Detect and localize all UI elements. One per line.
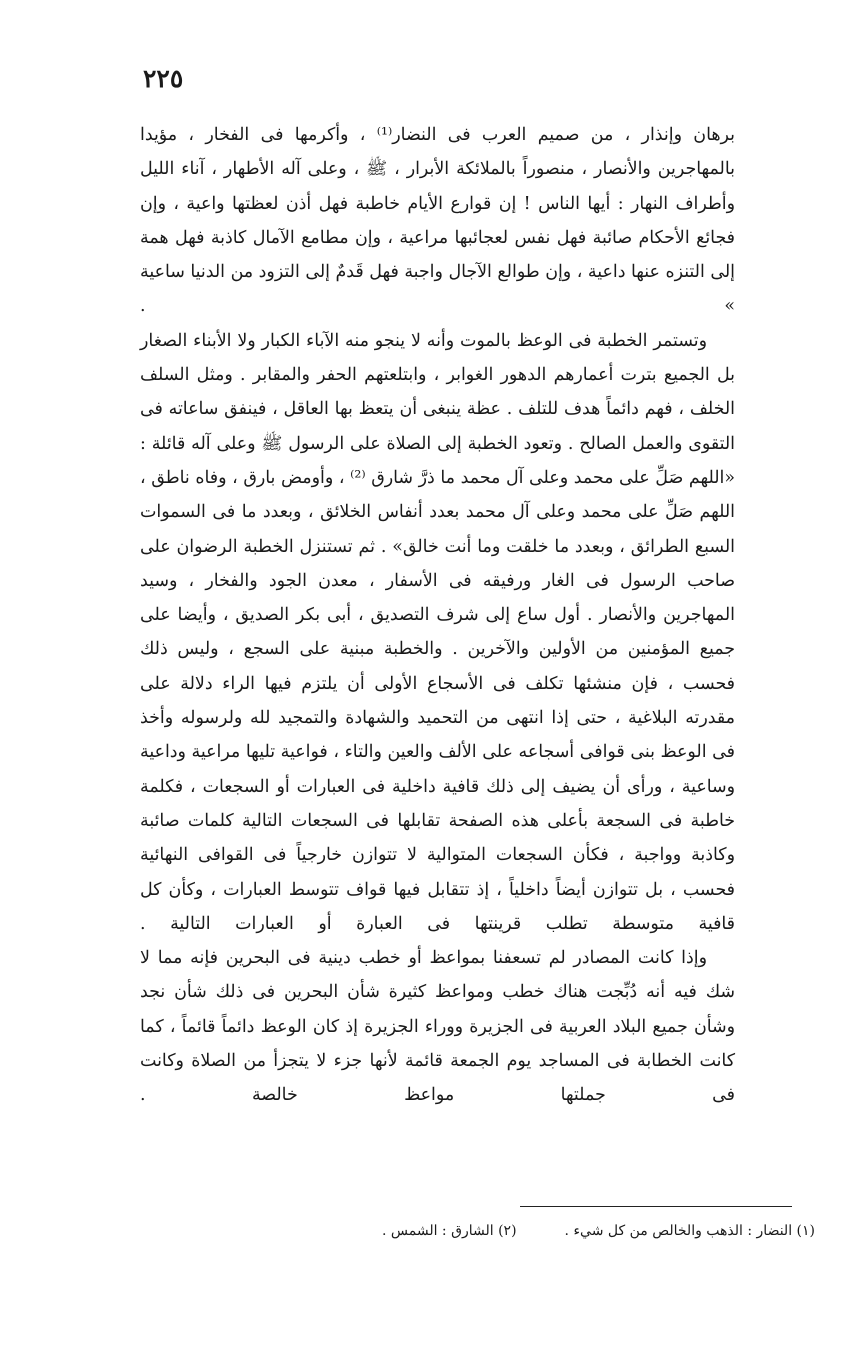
footnotes [290,1220,815,1242]
paragraph-3: وإذا كانت المصادر لم تسعفنا بمواعظ أو خطب دينية فى البحرين فإنه مما لا شك فيه أنه دُبِّجت هناك خطب ومواعظ كثيرة شأن البحرين فى ذلك شأن نجد وشأن جميع البلاد العربية فى الجزيرة ووراء الجزيرة إذ كان الوعظ دائماً قائماً ، كما كانت الخطابة فى المساجد يوم الجمعة قائمة لأنها جزء لا يتجزأ من الصلاة وكانت فى جملتها مواعظ خالصة . [140,948,735,1106]
footnote-2: (٢) الشارق : الشمس . [381,1223,517,1239]
paragraph-1: برهان وإنذار ، من صميم العرب فى النضار⁽¹⁾ ، وأكرمها فى الفخار ، مؤيدا بالمهاجرين والأنصار ، منصوراً بالملائكة الأبرار ، ﷺ ، وعلى آله الأطهار ، آناء الليل وأطراف النهار : أيها الناس ! إن قوارع الأيام خاطبة فهل أذن لعظتها واعية ، وإن فجائع الأحكام صائبة فهل نفس لعجائبها مراعية ، وإن مطامع الآمال كاذبة فهل همة إلى التنزه عنها داعية ، وإن طوالع الآجال واجبة فهل قَدمٌ إلى التزود من الدنيا ساعية » . [140,125,735,317]
main-text [140,118,735,1113]
page-number: ٢٢٥ [143,64,184,93]
paragraph-2: وتستمر الخطبة فى الوعظ بالموت وأنه لا ينجو منه الآباء الكبار ولا الأبناء الصغار بل الجميع بترت أعمارهم الدهور الغوابر ، وابتلعتهم الحفر والمقابر . ومثل السلف الخلف ، فهم دائماً هدف للتلف . عظة ينبغى أن يتعظ بها العاقل ، فينفق ساعاته فى التقوى والعمل الصالح . وتعود الخطبة إلى الصلاة على الرسول ﷺ وعلى آله قائلة : «اللهم صَلِّ على محمد وعلى آل محمد ما ذرَّ شارق ⁽²⁾ ، وأومض بارق ، وفاه ناطق ، اللهم صَلِّ على محمد وعلى آل محمد بعدد أنفاس الخلائق ، وبعدد ما فى السموات السبع الطرائق ، وبعدد ما خلقت وما أنت خالق» . ثم تستنزل الخطبة الرضوان على صاحب الرسول فى الغار ورفيقه فى الأسفار ، معدن الجود والفخار ، وسيد المهاجرين والأنصار . أول ساع إلى شرف التصديق ، أبى بكر الصديق ، وأيضا على جميع المؤمنين من الأولين والآخرين . والخطبة مبنية على السجع ، وليس ذلك فحسب ، فإن منشئها تكلف فى الأسجاع الأولى أن يلتزم فيها الراء دلالة على مقدرته البلاغية ، حتى إذا انتهى من التحميد والشهادة والتمجيد لله ولرسوله وأخذ فى الوعظ بنى قوافى أسجاعه على الألف والعين والتاء ، فواعية تليها مراعية وداعية وساعية ، ورأى أن يضيف إلى ذلك قافية داخلية فى العبارات أو السجعات ، فكلمة خاطبة فى السجعة بأعلى هذه الصفحة تقابلها فى السجعات التالية كلمات صائبة وكاذبة وواجبة ، فكأن السجعات المتوالية لا تتوازن خارجياً فى القوافى النهائية فحسب ، بل تتوازن أيضاً داخلياً ، إذ تتقابل فيها قواف تتوسط العبارات ، وكأن كل قافية متوسطة تطلب قرينتها فى العبارة أو العبارات التالية . [140,330,735,934]
footnote-divider [520,1206,792,1207]
footnote-1: (١) النضار : الذهب والخالص من كل شيء . [564,1223,815,1239]
